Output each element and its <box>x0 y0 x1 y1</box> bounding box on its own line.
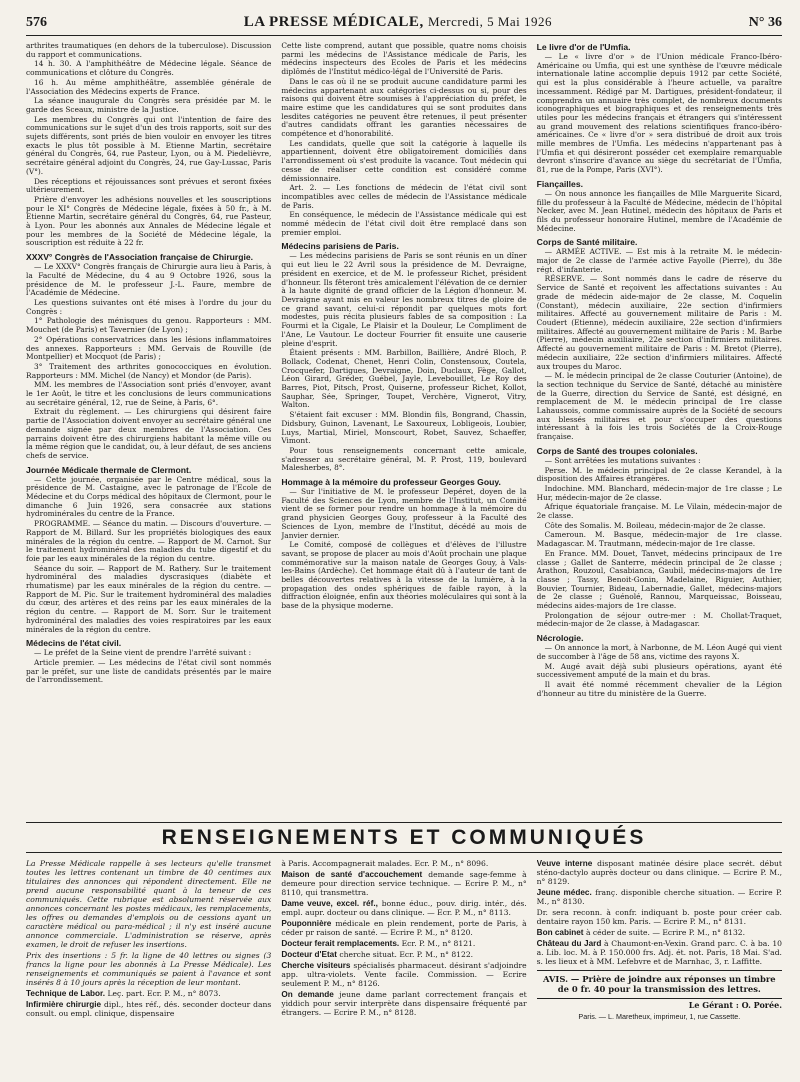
column-3 <box>537 42 782 814</box>
classified-ad: Château du Jard à Chaumont-en-Vexin. Grand parc. C. à ba. 10 a. Lib. loc. M. à P. 150.000 frs. Adj. ét. not. Paris, 18 Mai. S'ad. s. les lieux et à MM. Lefebvre et de Marnhac, 3, r. Laffitte. <box>536 939 782 966</box>
paragraph: En France. MM. Douet, Tanvet, médecins principaux de 1re classe ; Gallet de Santerre, médecin principal de 2e classe ; Arathon, Rouzoul, Casabianca, Gaubil, médecins-majors de 1re classe ; Tassy, Benoit-Gonin, Madelaine, Riguier, Authier, Bouvier, Tournier, Bideau, Labernadie, Gallet, médecins-majors de 2e classe ; Guénolé, Rannou, Marqueissac, Boisseau, médecins aides-majors de 1re classe. <box>536 548 782 611</box>
paragraph: Cette liste comprend, autant que possible, quatre noms choisis parmi les médecins de l'Assistance médicale de Paris, les médecins inspecteurs des Ecoles de Paris et les médecins diplômés de l'Institut médico-légal de l'Université de Paris. <box>281 42 527 77</box>
insertion-prices: Prix des insertions : 5 fr. la ligne de 40 lettres ou signes (3 francs la ligne pour les abonnés à La Presse Médicale). Les renseignements et communiqués se paient à l'avance et sont insérés 8 à 10 jours après la réception de leur montant. <box>26 951 272 987</box>
classified-ad: Pouponnière médicale en plein rendement, porte de Paris, à céder pr raison de santé. — Ecrire P. M., n° 8120. <box>281 919 527 937</box>
paragraph: Des réceptions et réjouissances sont prévues et seront fixées ultérieurement. <box>26 176 272 195</box>
section-heading: Médecins parisiens de Paris. <box>281 241 399 252</box>
paragraph: — On nous annonce les fiançailles de Mlle Marguerite Sicard, fille du professeur à la Faculté de Médecine, médecin de l'hôpital Necker, avec M. Jean Hutinel, médecin des hôpitaux de Paris et fils du professeur honoraire Hutinel, membre de l'Académie de Médecine. <box>536 188 782 233</box>
classified-ad: à Paris. Accompagnerait malades. Ecr. P. M., n° 8096. <box>281 859 489 868</box>
paragraph: — Sur l'initiative de M. le professeur Depéret, doyen de la Faculté des Sciences de Lyon, membre de l'Institut, un Comité vient de se former pour rendre un hommage à la mémoire du grand physicien Georges Gouy, professeur à la Faculté des Sciences de Lyon, membre de l'Institut, décédé au mois de Janvier dernier. <box>281 487 527 540</box>
paragraph: Afrique équatoriale française. M. Le Vilain, médecin-major de 2e classe. <box>536 502 782 521</box>
paragraph: — ARMÉE ACTIVE. — Est mis à la retraite M. le médecin-major de 2e classe de l'armée active Fayolle (Pierre), du 38e régt. d'infanterie. <box>536 247 782 274</box>
paragraph: Côte des Somalis. M. Boileau, médecin-major de 2e classe. <box>544 520 766 530</box>
paragraph: 2° Opérations conservatrices dans les lésions inflammatoires des annexes. Rapporteurs : MM. Gervais de Rouville (de Montpellier) et Mocquot (de Paris) ; <box>26 334 272 362</box>
paragraph: M. Augé avait déjà subi plusieurs opérations, ayant été successivement amputé de la main et du bras. <box>536 661 782 680</box>
paragraph: Séance du soir. — Rapport de M. Rathery. Sur le traitement hydrominéral des maladies dyscrasiques (diabète et rhumatisme) par les eaux minérales de la région du centre. — Rapport de M. Pic. Sur le traitement hydrominéral des maladies du cœur, des artères et des reins par les eaux minérales de la région du centre. — Rapport de M. Sorr. Sur le traitement hydrominéral des maladies des voies respiratoires par les eaux minérales de la région du centre. <box>26 563 272 634</box>
paragraph: Pour tous renseignements concernant cette amicale, s'adresser au secrétaire général, M. P. Prost, 119, boulevard Malesherbes, 8°. <box>281 445 527 473</box>
paragraph: RÉSERVE. — Sont nommés dans le cadre de réserve du Service de Santé et reçoivent les affectations suivantes : Au grade de médecin aide-major de 2e classe, M. Coquelin (Constant), médecin auxiliaire, 22e section d'infirmiers militaires. Affecté au gouvernement militaire de Paris : M. Coudert (Etienne), médecin auxiliaire, 22e section d'infirmiers militaires. Affecté au gouvernement militaire de Paris : M. Barbe (Pierre), médecin auxiliaire, 22e section d'infirmiers militaires. Affecté au gouvernement militaire de Paris : M. Bretot (Pierre), médecin auxiliaire, 22e section d'infirmiers militaires. Affecté aux troupes du Maroc. <box>536 274 782 371</box>
avis-notice: AVIS. — Prière de joindre aux réponses un timbre de 0 fr. 40 pour la transmission des lettres. <box>537 970 782 994</box>
classifieds-column-3 <box>537 859 782 1071</box>
paragraph: — Les médecins parisiens de Paris se sont réunis en un dîner qui eut lieu le 22 Avril sous la présidence de M. Devraigne, président en exercice, et de M. le professeur Richet, président d'honneur. Ils fêteront très amicalement l'élévation de ce dernier à la haute dignité de grand officier de la Légion d'honneur. M. Devraigne ayant mis en valeur les nombreux titres de gloire de ce grand savant, celui-ci répondit par quelques mots fort modestes, puis récita plusieurs fables de sa composition : La Fourmi et la Cigale, Le Plaisir et la Douleur, Le Compliment de l'Ane, Le Vautour. Le docteur Fourrier fit ensuite une causerie pleine d'esprit. <box>281 251 527 348</box>
classified-ad: Jeune médec. franç. disponible cherche situation. — Ecrire P. M., n° 8130. <box>536 888 782 906</box>
section-heading: Hommage à la mémoire du professeur Georges Gouy. <box>281 477 501 488</box>
paragraph: arthrites traumatiques (en dehors de la tuberculose). Discussion du rapport et communications. <box>26 42 272 59</box>
paragraph: Extrait du règlement. — Les chirurgiens qui désirent faire partie de l'Association doivent envoyer au secrétaire général une demande signée par deux membres de l'Association. Ces parrains doivent être des chirurgiens habitant la même ville ou la même région que le candidat, ou, à leur défaut, de ses anciens chefs de service. <box>26 407 272 460</box>
banner-title: RENSEIGNEMENTS ET COMMUNIQUÉS <box>161 826 647 849</box>
paragraph: — Sont arrêtées les mutations suivantes : <box>544 455 701 465</box>
column-1 <box>26 42 271 814</box>
classified-ad: Dr. sera reconn. à confr. indiquant b. poste pour créer cab. dentaire rayon 150 km. Paris. — Ecrire P. M., n° 8131. <box>536 908 782 926</box>
classified-ad: Bon cabinet à céder de suite. — Ecrire P. M., n° 8132. <box>536 928 746 937</box>
paragraph: 14 h. 30. A l'amphithéâtre de Médecine légale. Séance de communications et clôture du Congrès. <box>26 59 272 78</box>
page-number: 576 <box>26 15 47 30</box>
paragraph: Cameroun. M. Basque, médecin-major de 1re classe. Madagascar. M. Trautmann, médecin-major de 1re classe. <box>536 530 782 549</box>
classifieds-columns <box>26 859 782 1071</box>
issue-number: N° 36 <box>748 15 782 30</box>
classified-ad: Cherche visiteurs spécialisés pharmaceut. désirant s'adjoindre app. ultra-violets. Vente facile. Commission. — Ecrire seulement P. M., n° 8126. <box>281 961 527 988</box>
paragraph: Prière d'envoyer les adhésions nouvelles et les souscriptions pour le XI° Congrès de Médecine légale, fixées à 50 fr., à M. Etienne Martin, secrétaire général du Congrès, 64, rue Pasteur, à Lyon. Pour les abonnés aux Annales de Médecine légale et pour les membres de la Société de Médecine légale, la souscription est réduite à 22 fr. <box>26 194 272 248</box>
classifieds-notice: La Presse Médicale rappelle à ses lecteurs qu'elle transmet toutes les lettres contenant un timbre de 40 centimes aux titulaires des annonces qui répondent directement. Elle ne prend aucune responsabilité quant à la teneur de ces communiqués. Cette rubrique est absolument réservée aux annonces concernant les postes médicaux, les remplacements, les offres ou demandes d'emplois ou de cessions ayant un caractère médical ou para-médical ; il n'y est inséré aucune annonce commerciale. L'administration se réserve, après examen, le droit de refuser les insertions. <box>26 859 272 949</box>
paragraph: Il avait été nommé récemment chevalier de la Légion d'honneur au titre du ministère de la Guerre. <box>536 680 782 698</box>
section-heading: Médecins de l'état civil. <box>26 638 122 649</box>
section-heading: Corps de Santé militaire. <box>536 237 638 248</box>
classified-ad: Docteur d'Etat cherche situat. Ecr. P. M., n° 8122. <box>281 950 474 959</box>
paragraph: Le Comité, composé de collègues et d'élèves de l'illustre savant, se propose de placer au mois d'Août prochain une plaque commémorative sur la maison natale de Georges Gouy, à Vals-les-Bains (Ardèche). Cet hommage était dû à l'auteur de tant de belles découvertes relatives à la vitesse de la lumière, à la propagation des ondes sphériques de faible rayon, à la diffraction éloignée, enfin aux théories moléculaires qui sont à la base de la physique moderne. <box>281 540 527 611</box>
paragraph: — M. le médecin principal de 2e classe Couturier (Antoine), de la section technique du Service de Santé, détaché au ministère de la Guerre, direction du Service de Santé, est désigné, en remplacement de M. le médecin principal de 1re classe Lahaussois, comme commissaire auprès de la Société de secours aux blessés militaires et pour s'occuper des questions intéressant à la fois les trois Sociétés de la Croix-Rouge française. <box>536 371 782 442</box>
paragraph: 16 h. Au même amphithéâtre, assemblée générale de l'Association des Médecins experts de France. <box>26 77 272 96</box>
paragraph: Dans le cas où il ne se produit aucune candidature parmi les médecins appartenant aux catégories ci-dessus ou si, pour des raisons qui doivent être soumises à l'appréciation du préfet, le maire estime que les candidatures qui se sont produites dans lesdites catégories ne peuvent être retenues, il peut présenter d'autres candidats offrant les garanties nécessaires de compétence et d'honorabilité. <box>281 76 527 139</box>
paragraph: Les candidats, quelle que soit la catégorie à laquelle ils appartiennent, doivent être obligatoirement domiciliés dans l'arrondissement où s'est produite la vacance. Tout médecin qui cesse de réaliser cette condition est considéré comme démissionnaire. <box>281 138 527 183</box>
article-columns <box>26 42 782 814</box>
paragraph: La séance inaugurale du Congrès sera présidée par M. le garde des Sceaux, ministre de la Justice. <box>26 96 272 114</box>
classified-ad: Maison de santé d'accouchement demande sage-femme à demeure pour direction service technique. — Ecrire P. M., n° 8110, qui transmettra. <box>281 870 527 897</box>
paragraph: Les questions suivantes ont été mises à l'ordre du jour du Congrès : <box>26 297 272 316</box>
paragraph: Les membres du Congrès qui ont l'intention de faire des communications sur le sujet d'un des trois rapports, soit sur des sujets différents, sont priés de bien vouloir en envoyer les titres exacts le plus tôt possible à M. Etienne Martin, secrétaire général du Congrès, 64, rue Pasteur, Lyon, ou à M. Piedelièvre, secrétaire général adjoint du Congrès, 24, rue Gay-Lussac, Paris (V°). <box>26 114 272 176</box>
classified-ad: On demande jeune dame parlant correctement français et yiddich pour servir interprète dans dispensaire fréquenté par étrangers. — Ecrire P. M., n° 8128. <box>281 990 527 1017</box>
paragraph: PROGRAMME. — Séance du matin. — Discours d'ouverture. — Rapport de M. Billard. Sur les propriétés biologiques des eaux minérales de la région du centre. — Rapport de M. Carnot. Sur le traitement hydrominéral des maladies du tube digestif et du foie par les eaux minérales de la région du centre. <box>26 519 272 563</box>
paragraph: S'étaient fait excuser : MM. Blondin fils, Bongrand, Chassin, Didsbury, Guinon, Lavenant, Le Saxoureux, Lobligeois, Loubier, Luys, Martial, Miriel, Monscourt, Robet, Sauvez, Schaeffer, Vimont. <box>281 410 527 446</box>
section-heading: Nécrologie. <box>536 633 584 644</box>
classified-ad: Dame veuve, excel. réf., bonne éduc., pouv. dirig. intér., dés. empl. aupr. docteur ou dans clinique. — Ecr. P. M., n° 8113. <box>281 899 527 917</box>
printer-line: Paris. — L. Maretheux, imprimeur, 1, rue Cassette. <box>578 1012 741 1021</box>
section-heading: XXXV° Congrès de l'Association française de Chirurgie. <box>26 252 254 263</box>
paragraph: MM. les membres de l'Association sont priés d'envoyer, avant le 1er Août, le titre et les conclusions de leurs communications au secrétaire général, 12, rue de Seine, à Paris, 6°. <box>26 380 272 407</box>
section-heading: Fiançailles. <box>536 178 583 189</box>
classifieds-column-1 <box>26 859 271 1071</box>
paragraph: Indochine. MM. Blanchard, médecin-major de 1re classe ; Le Hur, médecin-major de 2e classe. <box>536 483 782 502</box>
section-heading: Le livre d'or de l'Umfia. <box>536 42 631 52</box>
classifieds-banner <box>26 822 782 853</box>
paragraph: 3° Traitement des arthrites gonococciques en évolution. Rapporteurs : MM. Michel (de Nancy) et Mondor (de Paris). <box>26 361 272 380</box>
classified-ad: Docteur ferait remplacements. Ecr. P. M., n° 8121. <box>281 939 476 948</box>
column-2 <box>281 42 526 814</box>
publisher-manager: Le Gérant : O. Porée. <box>537 998 782 1010</box>
page-header <box>26 14 782 36</box>
classifieds-column-2 <box>281 859 526 1071</box>
paragraph: 1° Pathologie des ménisques du genou. Rapporteurs : MM. Mouchet (de Paris) et Tavernier (de Lyon) ; <box>26 316 272 335</box>
paragraph: En conséquence, le médecin de l'Assistance médicale qui est nommé médecin de l'état civil doit être remplacé dans son premier emploi. <box>281 210 527 237</box>
paragraph: Article premier. — Les médecins de l'état civil sont nommés par le préfet, sur une liste de candidats présentés par le maire de l'arrondissement. <box>26 658 272 685</box>
paragraph: — Le XXXV° Congrès français de Chirurgie aura lieu à Paris, à la Faculté de Médecine, du 4 au 9 Octobre 1926, sous la présidence de M. le professeur J.-L. Faure, membre de l'Académie de Médecine. <box>26 262 272 298</box>
journal-title: LA PRESSE MÉDICALE, Mercredi, 5 Mai 1926 <box>243 14 553 30</box>
paragraph: — Le préfet de la Seine vient de prendre l'arrêté suivant : <box>34 648 252 658</box>
paragraph: Perse. M. le médecin principal de 2e classe Kerandel, à la disposition des Affaires étrangères. <box>536 465 782 484</box>
paragraph: Prolongation de séjour outre-mer : M. Chollat-Traquet, médecin-major de 2e classe, à Madagascar. <box>536 610 782 629</box>
issue-date: Mercredi, 5 Mai 1926 <box>427 14 553 29</box>
paragraph: — Le « livre d'or » de l'Union médicale Franco-Ibéro-Américaine ou Umfia, qui est une synthèse de l'œuvre médicale internationale latine accomplie depuis 1912 par cette Société, qui est la plus considérable à l'heure actuelle, va paraître incessamment. Rédigé par M. Dartigues, président-fondateur, il comprendra un annuaire très complet, de nombreux documents iconographiques et biographiques et des renseignements très utiles pour les médecins français et étrangers qui s'intéressent au grand mouvement des relations scientifiques franco-ibéro-américaines. Ce « livre d'or » sera distribué de droit aux trois mille membres de l'Umfia. Les médecins n'appartenant pas à l'Umfia et qui désireront posséder cet exemplaire remarquable devront s'inscrire d'avance au siège du secrétariat de l'Umfia, 81, rue de la Pompe, Paris (XVI°). <box>536 52 782 175</box>
classified-ad: Technique de Labor. Leç. part. Ecr. P. M., n° 8073. <box>26 989 221 998</box>
section-heading: Journée Médicale thermale de Clermont. <box>26 464 192 475</box>
paragraph: — On annonce la mort, à Narbonne, de M. Léon Augé qui vient de succomber à l'âge de 58 ans, victime des rayons X. <box>536 643 782 661</box>
paragraph: Art. 2. — Les fonctions de médecin de l'état civil sont incompatibles avec celles de médecin de l'Assistance médicale de Paris. <box>281 183 527 210</box>
section-heading: Corps de Santé des troupes coloniales. <box>536 445 698 456</box>
paragraph: — Cette journée, organisée par le Centre médical, sous la présidence de M. Castaigne, avec le patronage de l'Ecole de Médecine et du Corps médical des hôpitaux de Clermont, pour le dimanche 6 Juin 1926, sera consacrée aux stations hydrominérales du centre de la France. <box>26 474 272 519</box>
classified-ad: Veuve interne disposant matinée désire place secrét. début sténo-dactylo auprès docteur ou dans clinique. — Ecrire P. M., n° 8129. <box>536 859 782 886</box>
classified-ad: Infirmière chirurgie dipl., htes réf., dés. seconder docteur dans consult. ou empl. clinique, dispensaire <box>26 1000 272 1018</box>
paragraph: Étaient présents : MM. Barbillon, Baillière, André Bloch, P. Bollack, Codenat, Chenet, Henri Colin, Constensoux, Coutela, Crocquefer, Dartigues, Devraigne, Doin, Duclaux, Fège, Gallot, Léon Girard, Gréder, Guébel, Jayle, Levebouillet, Le Roy des Barres, Piot, Pitsch, Prost, Quiserne, professeur Richet, Kollot, Sauphar, Sée, Springer, Toupet, Verchère, Vignerot, Vitry, Walton. <box>281 348 527 410</box>
